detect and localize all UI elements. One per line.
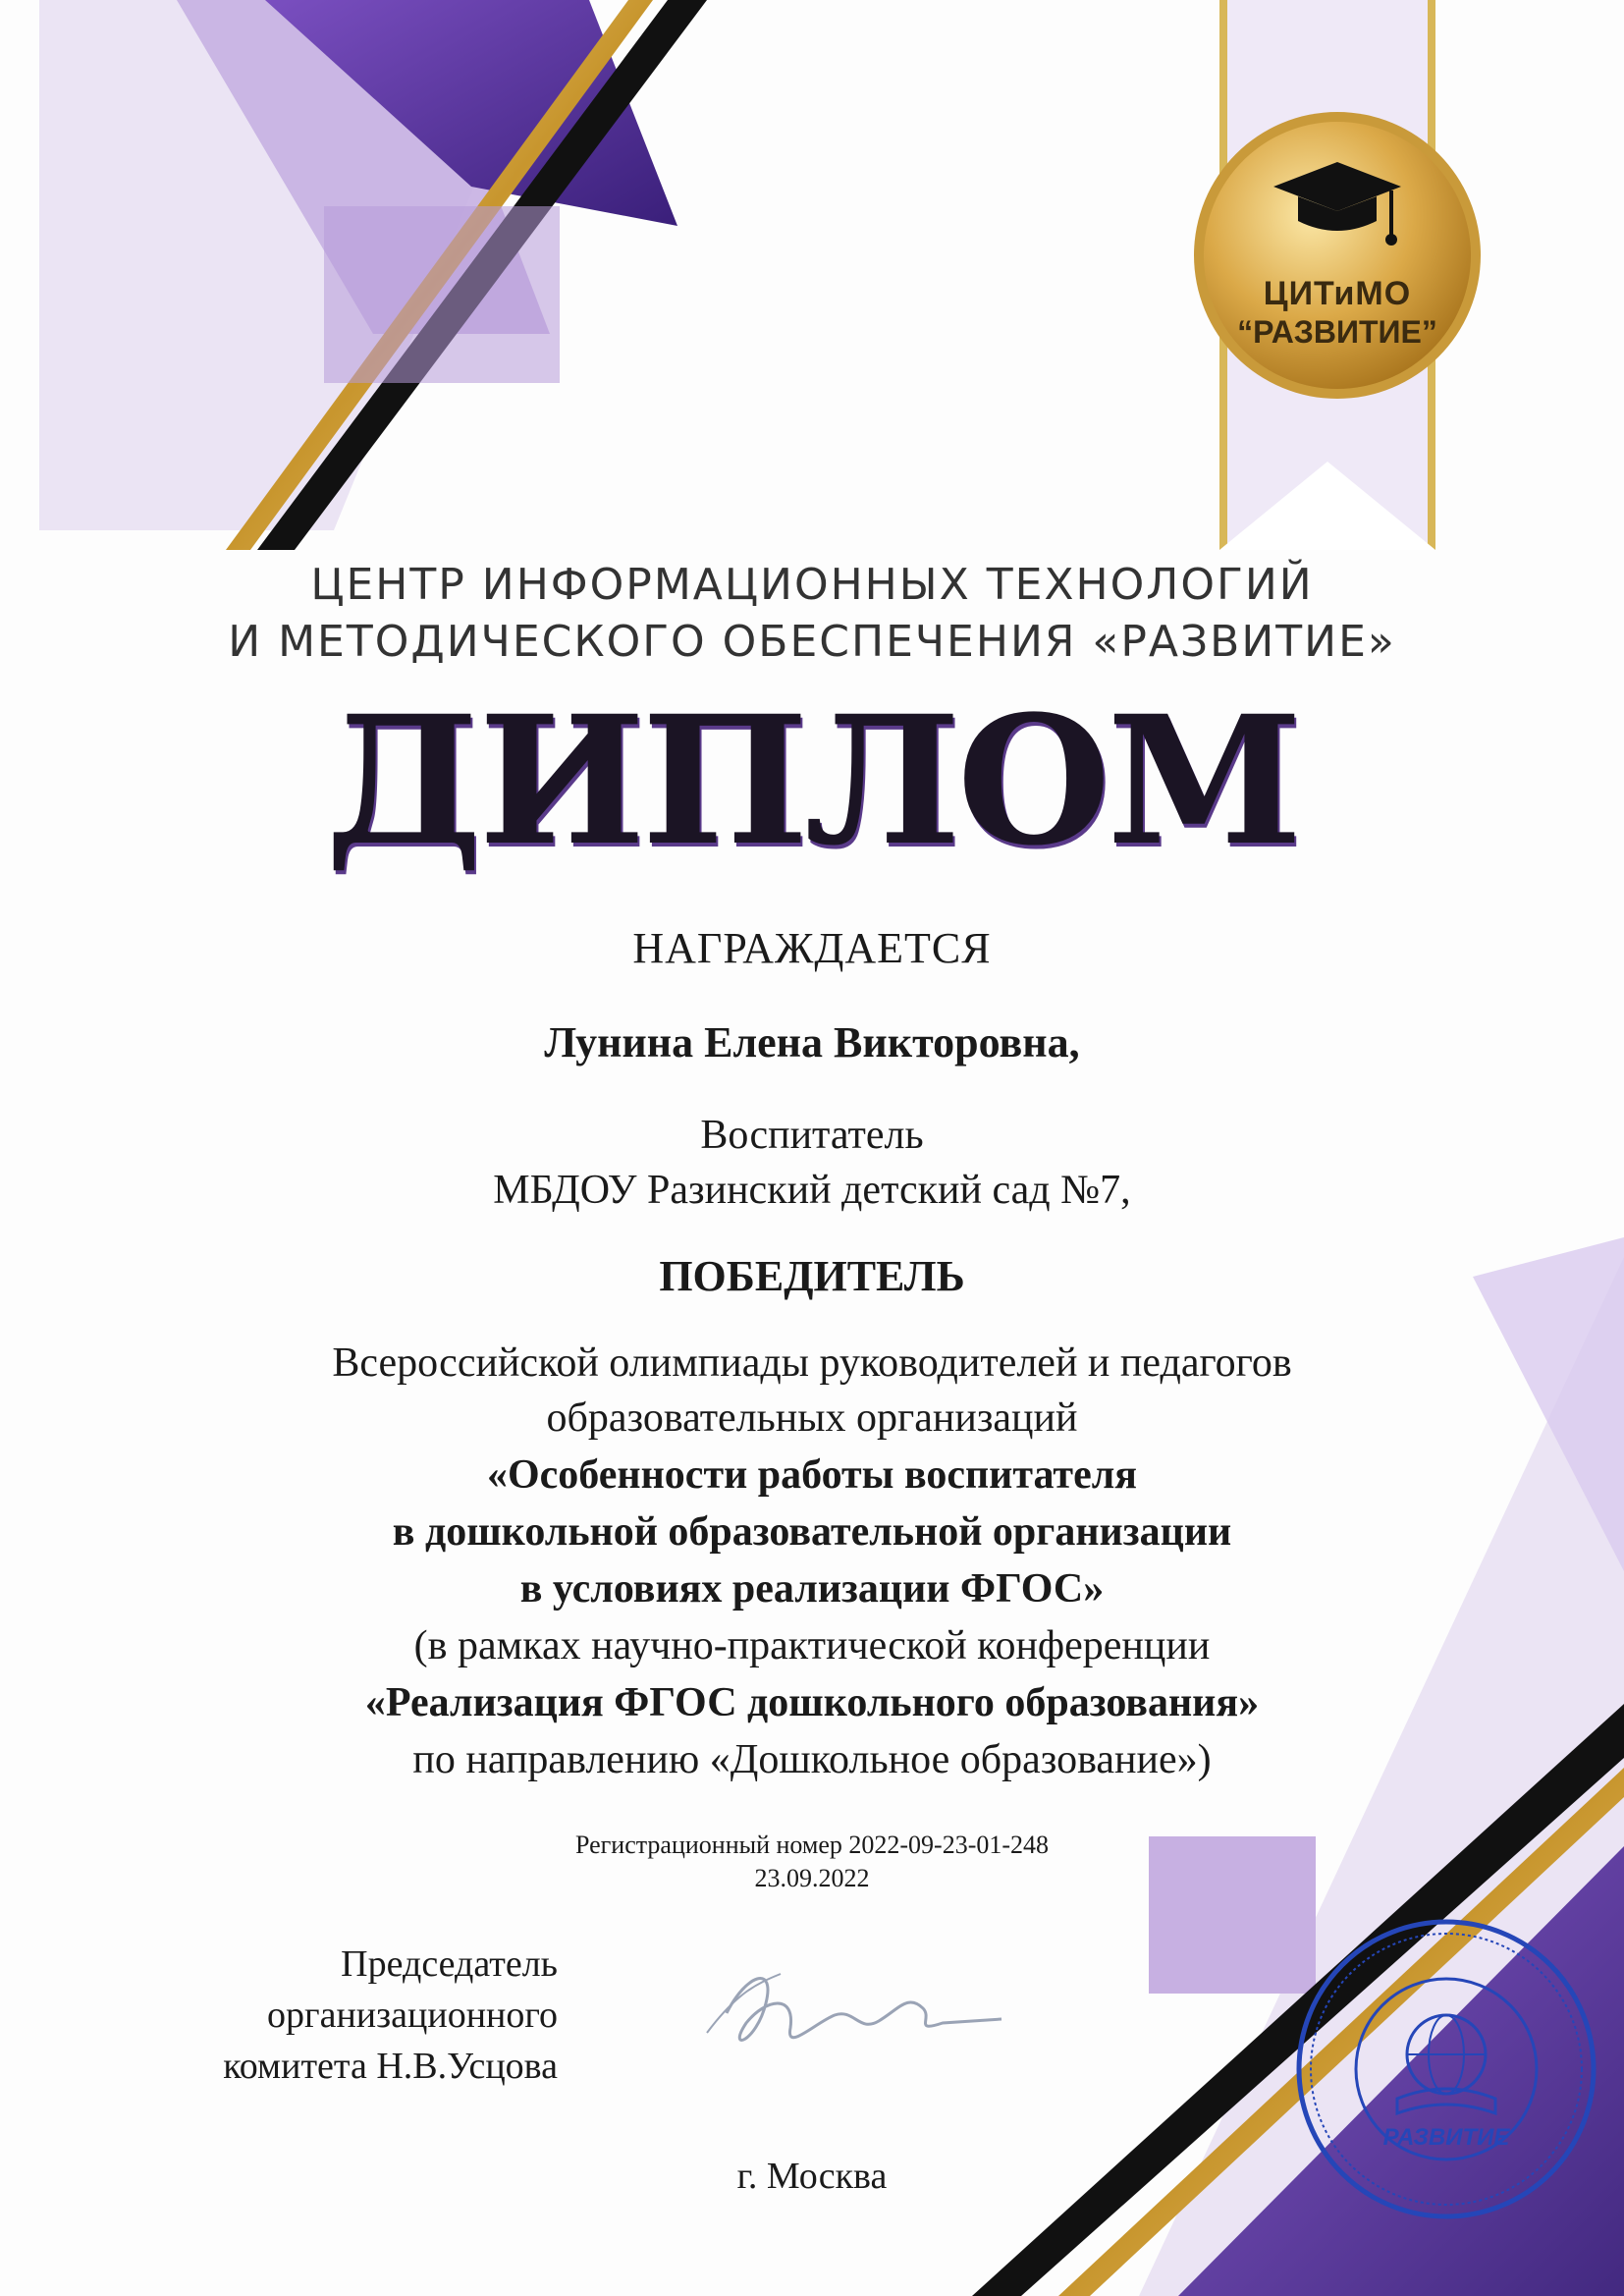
description-line-1: Всероссийской олимпиады руководителей и педагогов [332,1340,1292,1386]
description-line-7: «Реализация ФГОС дошкольного образования» [364,1680,1260,1725]
description-line-3: «Особенности работы воспитателя [487,1452,1137,1498]
description-line-8: по направлению «Дошкольное образование») [412,1737,1212,1782]
awarded-label: НАГРАЖДАЕТСЯ [632,924,992,972]
top-left-purple-square [324,206,560,383]
description-line-5: в условиях реализации ФГОС» [519,1566,1105,1612]
organization-stamp [1294,1917,1598,2221]
recipient-position: Воспитатель [700,1113,924,1158]
citimo-seal-badge [1190,108,1485,403]
signatory-line-2: организационного [267,1995,558,2036]
description-line-2: образовательных организаций [546,1395,1078,1441]
stamp-center-text: РАЗВИТИЕ [1382,2124,1510,2151]
description-line-6: (в рамках научно-практической конференции [413,1623,1211,1668]
description-line-4: в дошкольной образовательной организации [392,1509,1232,1555]
award-status: ПОБЕДИТЕЛЬ [659,1252,965,1300]
recipient-name: Лунина Елена Викторовна, [544,1018,1080,1066]
registration-date: 23.09.2022 [754,1864,870,1892]
signatory-line-1: Председатель [341,1943,558,1985]
recipient-institution: МБДОУ Разинский детский сад №7, [493,1168,1131,1213]
organization-name-line-1: ЦЕНТР ИНФОРМАЦИОННЫХ ТЕХНОЛОГИЙ [310,560,1314,610]
bottom-right-light-square [1149,1836,1316,1994]
registration-number: Регистрационный номер 2022-09-23-01-248 [574,1831,1050,1859]
organization-name-line-2: И МЕТОДИЧЕСКОГО ОБЕСПЕЧЕНИЯ «РАЗВИТИЕ» [228,617,1396,667]
signatory-line-3: комитета Н.В.Усцова [223,2046,558,2087]
seal-line-2: “РАЗВИТИЕ” [1237,314,1437,350]
city: г. Москва [736,2156,888,2197]
diploma-title: ДИПЛОМ [325,678,1299,885]
seal-line-1: ЦИТиМО [1263,275,1412,312]
globe-book-icon [1397,2015,1495,2113]
handwritten-signature [687,1954,1011,2072]
